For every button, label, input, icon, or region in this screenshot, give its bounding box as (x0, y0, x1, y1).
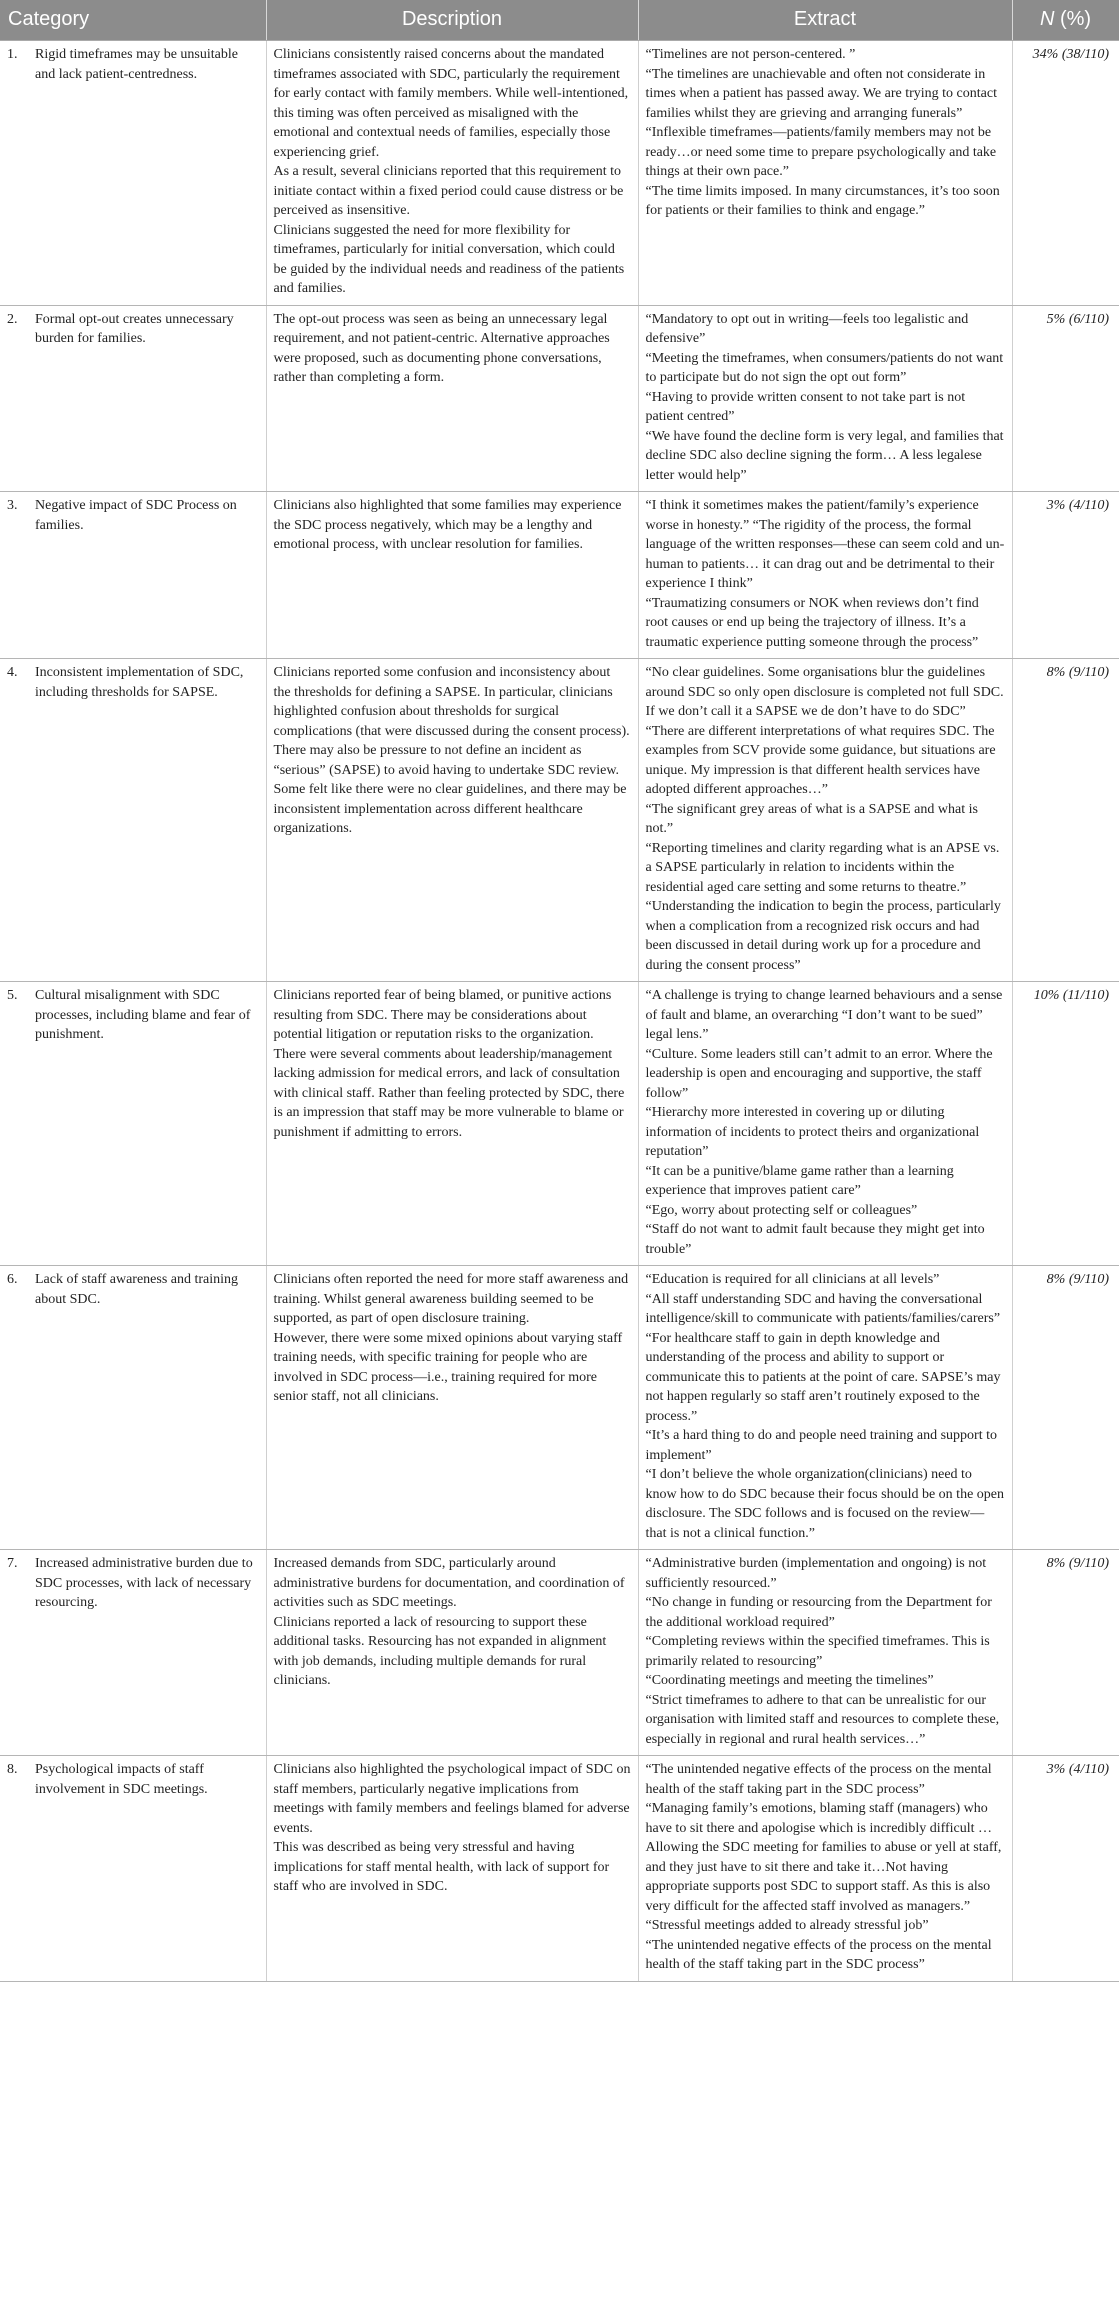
extract-cell (638, 41, 1012, 306)
extract-quote: “There are different interpretations of what requires SDC. The examples from SCV provide some guidance, but situations are unique. My impression is that different health services have adopted different approaches…” (645, 723, 996, 797)
description-cell (266, 659, 638, 982)
description-paragraph: As a result, several clinicians reported that this requirement to initiate contact within a fixed period could cause distress or be perceived as insensitive. (273, 164, 624, 218)
category-cell (0, 1266, 266, 1550)
n-percent-cell: 8% (9/110) (1012, 1550, 1119, 1756)
extract-quote: “Coordinating meetings and meeting the timelines” (645, 1673, 934, 1688)
category-cell (0, 492, 266, 659)
header-n-percent (1012, 0, 1119, 41)
category-number: 6. (7, 1272, 18, 1287)
extract-quote: “Administrative burden (implementation and ongoing) is not sufficiently resourced.” (645, 1556, 987, 1591)
extract-quote: “Ego, worry about protecting self or colleagues” (645, 1202, 918, 1218)
extract-cell (638, 982, 1012, 1266)
category-text: Cultural misalignment with SDC processes, including blame and fear of punishment. (35, 988, 251, 1042)
extract-cell (638, 492, 1012, 659)
category-number: 3. (7, 498, 18, 513)
extract-cell (638, 659, 1012, 982)
n-percent-cell: 3% (4/110) (1012, 492, 1119, 659)
table-row (0, 982, 1119, 1266)
description-paragraph: Clinicians reported fear of being blamed, or punitive actions resulting from SDC. There may be considerations about potential litigation or reputation risks to the organization. (273, 988, 612, 1042)
category-cell (0, 1756, 266, 1982)
table-row (0, 659, 1119, 982)
n-percent-cell: 10% (11/110) (1012, 982, 1119, 1266)
extract-quote: “Inflexible timeframes—patients/family members may not be ready…or need some time to prepare psychologically and take things at their own pace.” (645, 125, 997, 179)
extract-quote: “I don’t believe the whole organization(clinicians) need to know how to do SDC because their focus should be on the open disclosure. The SDC follows and is focused on the review—that is not a clinical function.” (645, 1467, 1004, 1541)
extract-quote: “Strict timeframes to adhere to that can be unrealistic for our organisation with limited staff and resources to complete these, especially in regional and rural health services…” (645, 1692, 1000, 1747)
extract-cell (638, 1756, 1012, 1982)
category-text: Lack of staff awareness and training about SDC. (35, 1272, 239, 1307)
extract-quote: “Having to provide written consent to not take part is not patient centred” (645, 389, 966, 424)
category-cell (0, 41, 266, 306)
table-row (0, 41, 1119, 306)
extract-quote: “We have found the decline form is very legal, and families that decline SDC also decline signing the form… A less legalese letter would help” (645, 428, 1004, 483)
description-cell (266, 982, 638, 1266)
extract-quote: “All staff understanding SDC and having the conversational intelligence/skill to communicate with patients/families/carers” (645, 1291, 1001, 1326)
category-text: Formal opt-out creates unnecessary burden for families. (35, 311, 234, 346)
description-paragraph: There were several comments about leadership/management lacking admission for medical errors, and lack of consultation with clinical staff. Rather than feeling protected by SDC, there is an impression that staff may be more vulnerable to blame or punishment if admitting to errors. (273, 1046, 625, 1140)
extract-quote: “I think it sometimes makes the patient/family’s experience worse in honesty.” “The rigidity of the process, the formal language of the written responses—these can seem cold and un-human to patients… it can drag out and be detrimental to their experience I think” (645, 498, 1005, 591)
category-text: Psychological impacts of staff involvement in SDC meetings. (35, 1762, 208, 1797)
description-paragraph: However, there were some mixed opinions about varying staff training needs, with specific training for people who are involved in SDC process—i.e., training required for more senior staff, not all clinicians. (273, 1330, 623, 1404)
extract-quote: “Completing reviews within the specified timeframes. This is primarily related to resourcing” (645, 1634, 990, 1669)
description-cell (266, 1550, 638, 1756)
extract-cell (638, 1266, 1012, 1550)
extract-quote: “It can be a punitive/blame game rather than a learning experience that improves patient care” (645, 1163, 954, 1198)
extract-quote: “The unintended negative effects of the process on the mental health of the staff taking part in the SDC process” (645, 1762, 992, 1797)
category-cell (0, 659, 266, 982)
extract-cell (638, 305, 1012, 492)
category-cell (0, 982, 266, 1266)
extract-quote: “Education is required for all clinicians at all levels” (645, 1272, 940, 1287)
extract-quote: “A challenge is trying to change learned behaviours and a sense of fault and blame, an overarching “I don’t want to be sued” legal lens.” (645, 988, 1003, 1042)
header-n-suffix: (%) (1054, 8, 1092, 31)
extract-quote: “Managing family’s emotions, blaming staff (managers) who have to sit there and apologise which is incredibly difficult … Allowing the SDC meeting for families to abuse or yell at staff, and they just have to sit there and take it…Not having appropriate supports post SDC to support staff. As this is also very difficult for the affected staff involved as managers.” (645, 1801, 1002, 1914)
header-n-label: N (1039, 8, 1055, 31)
category-text: Rigid timeframes may be unsuitable and lack patient-centredness. (35, 47, 238, 82)
extract-quote: “Culture. Some leaders still can’t admit to an error. Where the leadership is open and encouraging and supportive, the staff follow” (645, 1046, 993, 1101)
extract-quote: “The unintended negative effects of the process on the mental health of the staff taking part in the SDC process” (645, 1937, 992, 1972)
category-text: Negative impact of SDC Process on families. (35, 498, 237, 533)
extract-cell (638, 1550, 1012, 1756)
extract-quote: “Traumatizing consumers or NOK when reviews don’t find root causes or end up being the trajectory of illness. It’s a traumatic experience putting someone through the process” (645, 595, 979, 650)
category-number: 7. (7, 1556, 18, 1571)
extract-quote: “Understanding the indication to begin the process, particularly when a complication from a recognized risk occurs and had been discussed in detail during work up for a procedure and during the consent process” (645, 899, 1001, 973)
header-extract: Extract (638, 0, 1012, 41)
extract-quote: “Meeting the timeframes, when consumers/patients do not want to participate but do not sign the opt out form” (645, 350, 1004, 385)
description-paragraph: Clinicians reported some confusion and inconsistency about the thresholds for defining a SAPSE. In particular, clinicians highlighted confusion about thresholds for surgical complications (that were discussed during the consent process). (273, 665, 630, 739)
table-row (0, 305, 1119, 492)
description-paragraph: Clinicians often reported the need for more staff awareness and training. Whilst general awareness building seemed to be supported, as part of open disclosure training. (273, 1272, 629, 1326)
extract-quote: “Hierarchy more interested in covering up or diluting information of incidents to protect theirs and organizational reputation” (645, 1105, 980, 1159)
category-number: 5. (7, 988, 18, 1003)
description-cell (266, 41, 638, 306)
description-cell (266, 1756, 638, 1982)
table-row (0, 1756, 1119, 1982)
table-row (0, 1266, 1119, 1550)
extract-quote: “The time limits imposed. In many circumstances, it’s too soon for patients or their families to think and engage.” (645, 183, 1000, 218)
description-paragraph: This was described as being very stressful and having implications for staff mental health, with lack of support for staff who are involved in SDC. (273, 1840, 610, 1894)
category-cell (0, 305, 266, 492)
extract-quote: “The significant grey areas of what is a SAPSE and what is not.” (645, 801, 978, 836)
extract-quote: “Staff do not want to admit fault because they might get into trouble” (645, 1222, 985, 1257)
table-row (0, 492, 1119, 659)
header-row (0, 0, 1119, 41)
category-text: Increased administrative burden due to SDC processes, with lack of necessary resourcing. (35, 1556, 253, 1610)
extract-quote: “Reporting timelines and clarity regarding what is an APSE vs. a SAPSE particularly in relation to incidents within the residential aged care setting and some returns to theatre.” (645, 840, 1000, 895)
description-paragraph: Increased demands from SDC, particularly around administrative burdens for documentation, and coordination of activities such as SDC meetings. (273, 1556, 625, 1610)
description-cell (266, 492, 638, 659)
header-category: Category (0, 0, 266, 41)
description-cell (266, 1266, 638, 1550)
extract-quote: “Timelines are not person-centered. ” (645, 47, 856, 62)
category-number: 8. (7, 1762, 18, 1777)
extract-quote: “No clear guidelines. Some organisations blur the guidelines around SDC so only open disclosure is completed not full SDC. If we don’t call it a SAPSE we de don’t have to do SDC” (645, 665, 1004, 719)
extract-quote: “Mandatory to opt out in writing—feels too legalistic and defensive” (645, 311, 969, 346)
description-paragraph: Clinicians suggested the need for more flexibility for timeframes, particularly for initial conversation, which could be guided by the individual needs and readiness of the patients and families. (273, 222, 625, 296)
extract-quote: “Stressful meetings added to already stressful job” (645, 1918, 929, 1933)
n-percent-cell: 8% (9/110) (1012, 659, 1119, 982)
description-paragraph: Clinicians consistently raised concerns about the mandated timeframes associated with SDC, particularly the requirement for early contact with family members. While well-intentioned, this timing was often perceived as misaligned with the emotional and contextual needs of families, especially those experiencing grief. (273, 47, 629, 160)
category-number: 1. (7, 47, 18, 62)
description-cell (266, 305, 638, 492)
description-paragraph: Some felt like there were no clear guidelines, and there may be inconsistent implementation across different healthcare organizations. (273, 782, 627, 836)
category-text: Inconsistent implementation of SDC, including thresholds for SAPSE. (35, 665, 244, 700)
extract-quote: “For healthcare staff to gain in depth knowledge and understanding of the process and ability to support or communicate this to patients at the point of care. SAPSE’s may not happen regularly so staff aren’t routinely exposed to the process.” (645, 1330, 1001, 1424)
n-percent-cell: 34% (38/110) (1012, 41, 1119, 306)
category-number: 2. (7, 311, 18, 327)
description-paragraph: The opt-out process was seen as being an unnecessary legal requirement, and not patient-centric. Alternative approaches were proposed, such as documenting phone conversations, rather than completing a form. (273, 311, 610, 385)
category-cell (0, 1550, 266, 1756)
table-row (0, 1550, 1119, 1756)
description-paragraph: Clinicians also highlighted the psychological impact of SDC on staff members, particularly negative implications from meetings with family members and feelings blamed for adverse events. (273, 1762, 631, 1836)
n-percent-cell: 5% (6/110) (1012, 305, 1119, 492)
description-paragraph: Clinicians reported a lack of resourcing to support these additional tasks. Resourcing has not expanded in alignment with job demands, including multiple demands for rural clinicians. (273, 1614, 607, 1688)
description-paragraph: There may also be pressure to not define an incident as “serious” (SAPSE) to avoid having to undertake SDC review. (273, 743, 620, 778)
extract-quote: “It’s a hard thing to do and people need training and support to implement” (645, 1428, 997, 1463)
extract-quote: “The timelines are unachievable and often not considerate in times when a patient has passed away. We are trying to contact families whilst they are grieving and arranging funerals” (645, 66, 997, 121)
n-percent-cell: 8% (9/110) (1012, 1266, 1119, 1550)
header-description: Description (266, 0, 638, 41)
category-number: 4. (7, 665, 18, 680)
description-paragraph: Clinicians also highlighted that some families may experience the SDC process negatively, which may be a lengthy and emotional process, with unclear resolution for families. (273, 498, 622, 552)
n-percent-cell: 3% (4/110) (1012, 1756, 1119, 1982)
extract-quote: “No change in funding or resourcing from the Department for the additional workload required” (645, 1595, 992, 1630)
